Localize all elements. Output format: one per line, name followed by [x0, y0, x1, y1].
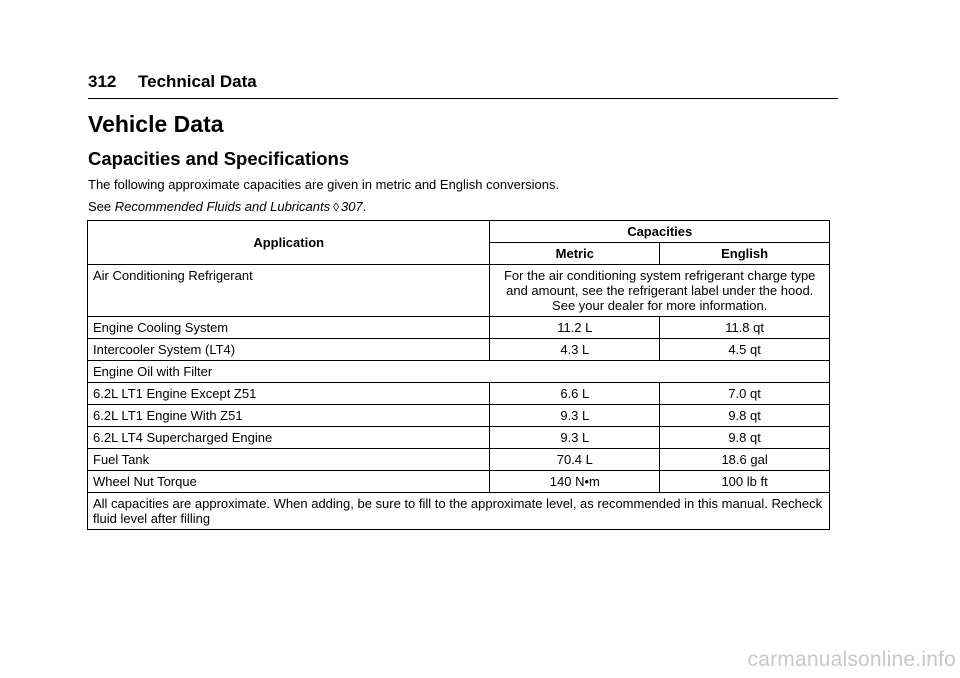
reference-arrow-icon: ◊: [333, 200, 340, 214]
see-prefix: See: [88, 199, 115, 214]
section-title: Technical Data: [138, 72, 257, 91]
metric-value: 4.3 L: [490, 339, 660, 361]
table-row: [88, 427, 830, 449]
table-row: [88, 383, 830, 405]
english-value: 18.6 gal: [660, 449, 830, 471]
metric-value: 6.6 L: [490, 383, 660, 405]
header-application: Application: [88, 221, 490, 265]
table-header-row: [88, 221, 830, 243]
row-label: 6.2L LT1 Engine With Z51: [88, 405, 490, 427]
english-value: 9.8 qt: [660, 427, 830, 449]
page-title: Vehicle Data: [88, 111, 224, 137]
english-value: 9.8 qt: [660, 405, 830, 427]
header-capacities: Capacities: [490, 221, 830, 243]
group-label: Engine Oil with Filter: [88, 361, 830, 383]
header-metric: Metric: [490, 243, 660, 265]
row-label: Air Conditioning Refrigerant: [88, 265, 490, 317]
row-label: Fuel Tank: [88, 449, 490, 471]
row-label: Wheel Nut Torque: [88, 471, 490, 493]
table-footnote: All capacities are approximate. When adding, be sure to fill to the approximate level, as recommended in this manual. Recheck fluid level after filling: [88, 493, 830, 530]
watermark: carmanualsonline.info: [747, 648, 956, 671]
page-header: [88, 72, 838, 99]
page-number: 312: [88, 72, 117, 91]
table-row: [88, 405, 830, 427]
metric-value: 9.3 L: [490, 427, 660, 449]
row-label: 6.2L LT1 Engine Except Z51: [88, 383, 490, 405]
header-english: English: [660, 243, 830, 265]
section-heading: Capacities and Specifications: [88, 148, 350, 169]
metric-value: 11.2 L: [490, 317, 660, 339]
intro-paragraph: The following approximate capacities are given in metric and English conversions.: [88, 177, 560, 192]
row-label: Intercooler System (LT4): [88, 339, 490, 361]
metric-value: 140 N•m: [490, 471, 660, 493]
table-row: [88, 471, 830, 493]
capacities-table: [87, 220, 830, 530]
english-value: 4.5 qt: [660, 339, 830, 361]
reference-page[interactable]: 307: [341, 199, 363, 214]
table-footnote-row: [88, 493, 830, 530]
metric-value: 9.3 L: [490, 405, 660, 427]
see-suffix: .: [362, 199, 367, 214]
reference-link[interactable]: Recommended Fluids and Lubricants: [114, 199, 331, 214]
english-value: 7.0 qt: [660, 383, 830, 405]
row-label: Engine Cooling System: [88, 317, 490, 339]
table-row: [88, 265, 830, 317]
metric-value: 70.4 L: [490, 449, 660, 471]
ac-note: For the air conditioning system refrigerant charge type and amount, see the refrigerant label under the hood. See your dealer for more information.: [490, 265, 830, 317]
table-row: [88, 339, 830, 361]
see-reference: [88, 199, 366, 214]
english-value: 11.8 qt: [660, 317, 830, 339]
row-label: 6.2L LT4 Supercharged Engine: [88, 427, 490, 449]
table-row: [88, 361, 830, 383]
english-value: 100 lb ft: [660, 471, 830, 493]
table-row: [88, 449, 830, 471]
table-row: [88, 317, 830, 339]
